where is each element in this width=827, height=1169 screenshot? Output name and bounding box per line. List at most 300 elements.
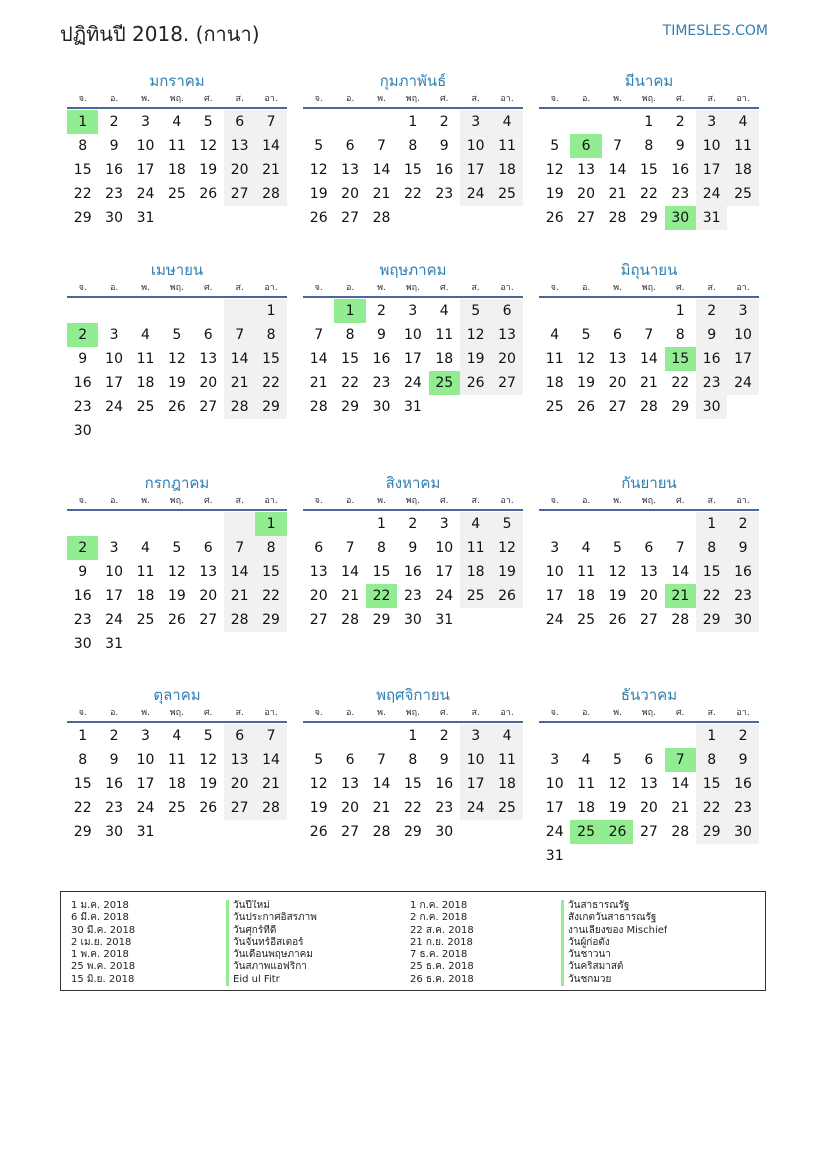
day-cell: 26	[460, 371, 491, 395]
day-cell: 22	[696, 584, 727, 608]
weekday-label: อ.	[345, 94, 355, 104]
day-cell: 14	[341, 564, 359, 580]
empty-cell	[161, 299, 192, 323]
weekday-label: จ.	[78, 94, 87, 104]
day-cell: 27	[341, 210, 359, 226]
day-cell: 28	[255, 182, 286, 206]
day-cell: 24	[435, 588, 454, 604]
day-cell: 23	[73, 399, 92, 415]
day-cell: 16	[696, 347, 727, 371]
empty-cell	[161, 820, 192, 844]
day-cell: 22	[255, 584, 286, 608]
empty-cell	[67, 512, 98, 536]
day-cell: 19	[309, 800, 328, 816]
weekday-header	[539, 495, 759, 511]
day-cell: 20	[577, 186, 595, 202]
day-cell: 12	[199, 752, 218, 768]
day-cell: 17	[136, 776, 155, 792]
weekday-label: ศ.	[203, 94, 213, 104]
empty-cell	[460, 820, 491, 844]
day-cell: 14	[372, 776, 391, 792]
day-cell: 11	[577, 564, 595, 580]
day-cell: 9	[439, 138, 449, 154]
empty-cell	[224, 419, 255, 443]
day-cell: 13	[341, 162, 359, 178]
day-cell: 22	[639, 186, 658, 202]
day-cell: 8	[345, 327, 355, 343]
day-cell: 24	[545, 612, 564, 628]
empty-cell	[633, 512, 664, 536]
day-cell: 16	[105, 162, 123, 178]
day-cell: 7	[665, 748, 696, 772]
empty-cell	[193, 419, 224, 443]
month-block	[67, 686, 287, 844]
day-cell: 23	[727, 796, 758, 820]
day-cell: 4	[172, 728, 182, 744]
day-cell: 29	[639, 210, 658, 226]
weekday-label: อา.	[264, 94, 278, 104]
day-cell: 1	[377, 516, 386, 532]
day-cell: 12	[460, 323, 491, 347]
day-cell: 15	[665, 347, 696, 371]
day-cell: 3	[141, 114, 150, 130]
day-cell: 16	[727, 772, 758, 796]
empty-cell	[224, 206, 255, 230]
empty-cell	[570, 512, 601, 536]
day-cell: 30	[403, 612, 422, 628]
empty-cell	[334, 724, 365, 748]
day-cell: 29	[73, 210, 92, 226]
day-cell: 9	[408, 540, 418, 556]
day-cell: 25	[727, 182, 758, 206]
weekday-label: อ.	[581, 708, 591, 718]
day-cell: 21	[671, 800, 690, 816]
weekday-label: พ.	[377, 283, 386, 293]
day-cell: 11	[460, 536, 491, 560]
weekday-label: พ.	[613, 94, 622, 104]
day-cell: 9	[78, 351, 88, 367]
day-cell: 27	[199, 612, 218, 628]
day-cell: 21	[255, 158, 286, 182]
day-cell: 13	[199, 564, 218, 580]
day-cell: 18	[460, 560, 491, 584]
day-cell: 4	[491, 724, 522, 748]
day-cell: 10	[403, 327, 422, 343]
day-cell: 2	[67, 536, 98, 560]
day-cell: 16	[727, 560, 758, 584]
day-cell: 15	[255, 560, 286, 584]
legend-date: 2 เม.ย. 2018	[71, 936, 132, 948]
legend-holiday-name: งานเลี้ยงของ Mischief	[561, 925, 667, 937]
day-cell: 15	[403, 162, 422, 178]
month-block	[67, 474, 287, 656]
day-cell: 3	[109, 540, 119, 556]
legend-holiday-name: Eid ul Fitr	[226, 974, 317, 986]
month-name: ธันวาคม	[620, 686, 678, 704]
day-cell: 2	[727, 512, 758, 536]
day-cell: 11	[727, 134, 758, 158]
day-cell: 24	[105, 612, 123, 628]
day-cell: 5	[203, 114, 213, 130]
day-cell: 6	[613, 327, 622, 343]
month-block	[67, 261, 287, 443]
day-cell: 17	[403, 351, 422, 367]
month-block	[67, 72, 287, 230]
day-cell: 10	[545, 776, 564, 792]
day-cell: 10	[105, 351, 123, 367]
day-cell: 13	[224, 748, 255, 772]
day-cell: 1	[78, 728, 88, 744]
legend-holiday-name: วันชกมวย	[561, 974, 667, 986]
day-cell: 16	[435, 776, 454, 792]
day-cell: 11	[491, 748, 522, 772]
day-cell: 3	[439, 516, 449, 532]
empty-cell	[255, 820, 286, 844]
legend-date: 25 พ.ค. 2018	[71, 961, 136, 973]
legend-holiday-name: วันประกาศอิสรภาพ	[226, 912, 317, 924]
day-cell: 8	[255, 536, 286, 560]
weekday-label: อ.	[345, 496, 355, 506]
day-cell: 20	[639, 800, 658, 816]
empty-cell	[602, 110, 633, 134]
weekday-header	[539, 93, 759, 109]
day-cell: 11	[136, 351, 155, 367]
day-cell: 16	[73, 588, 92, 604]
day-cell: 26	[491, 584, 522, 608]
legend-holiday-name: วันสาธารณรัฐ	[561, 900, 667, 912]
day-cell: 7	[224, 536, 255, 560]
day-cell: 20	[224, 772, 255, 796]
empty-cell	[334, 110, 365, 134]
day-cell: 15	[255, 347, 286, 371]
day-cell: 19	[167, 588, 186, 604]
day-cell: 7	[644, 327, 654, 343]
day-cell: 4	[172, 114, 182, 130]
day-cell: 24	[460, 796, 491, 820]
day-cell: 14	[255, 748, 286, 772]
legend-date: 1 พ.ค. 2018	[71, 949, 129, 961]
day-cell: 30	[73, 636, 92, 652]
month-name: พฤษภาคม	[379, 261, 447, 279]
weekday-label: ส.	[235, 283, 244, 293]
empty-cell	[255, 419, 286, 443]
day-cell: 13	[491, 323, 522, 347]
weekday-label: ศ.	[675, 496, 685, 506]
day-cell: 1	[675, 303, 685, 319]
weekday-header	[303, 93, 523, 109]
weekday-label: พ.	[141, 496, 150, 506]
day-cell: 25	[136, 399, 155, 415]
day-cell: 18	[136, 588, 155, 604]
empty-cell	[570, 110, 601, 134]
day-cell: 26	[309, 210, 328, 226]
day-cell: 29	[255, 395, 286, 419]
weekday-label: อ.	[581, 283, 591, 293]
empty-cell	[491, 206, 522, 230]
day-cell: 21	[372, 800, 391, 816]
empty-cell	[255, 632, 286, 656]
day-cell: 26	[577, 399, 595, 415]
day-cell: 30	[665, 206, 696, 230]
day-cell: 19	[545, 186, 564, 202]
day-cell: 7	[255, 724, 286, 748]
empty-cell	[727, 844, 758, 868]
weekday-header	[67, 495, 287, 511]
empty-cell	[98, 512, 129, 536]
weekday-label: ศ.	[203, 708, 213, 718]
month-block	[539, 474, 759, 632]
day-cell: 31	[545, 848, 564, 864]
day-cell: 18	[577, 588, 595, 604]
day-cell: 30	[105, 210, 123, 226]
day-cell: 23	[403, 588, 422, 604]
weekday-label: อ.	[345, 283, 355, 293]
day-cell: 8	[675, 327, 685, 343]
day-cell: 16	[435, 162, 454, 178]
day-cell: 28	[671, 612, 690, 628]
holiday-legend	[60, 891, 766, 991]
weekday-label: ศ.	[439, 94, 449, 104]
day-cell: 6	[345, 138, 355, 154]
weekday-label: พฤ.	[641, 708, 656, 718]
day-cell: 18	[545, 375, 564, 391]
day-cell: 13	[639, 776, 658, 792]
day-cell: 19	[199, 776, 218, 792]
day-cell: 18	[491, 158, 522, 182]
legend-right-dates	[410, 900, 474, 986]
month-name: เมษายน	[150, 261, 204, 279]
day-cell: 28	[671, 824, 690, 840]
empty-cell	[130, 632, 161, 656]
day-cell: 10	[545, 564, 564, 580]
day-grid	[539, 299, 759, 419]
day-cell: 12	[608, 776, 627, 792]
day-cell: 28	[309, 399, 328, 415]
weekday-label: พ.	[377, 708, 386, 718]
day-cell: 3	[141, 728, 150, 744]
day-cell: 26	[608, 612, 627, 628]
day-cell: 13	[608, 351, 627, 367]
day-cell: 31	[403, 399, 422, 415]
day-cell: 13	[199, 351, 218, 367]
day-cell: 25	[167, 186, 186, 202]
day-cell: 10	[696, 134, 727, 158]
weekday-label: จ.	[314, 496, 323, 506]
day-cell: 29	[696, 820, 727, 844]
day-cell: 8	[408, 752, 418, 768]
day-cell: 2	[67, 323, 98, 347]
day-cell: 21	[665, 584, 696, 608]
day-cell: 20	[199, 588, 218, 604]
day-cell: 23	[73, 612, 92, 628]
day-cell: 27	[608, 399, 627, 415]
weekday-label: ส.	[707, 283, 716, 293]
day-cell: 25	[491, 796, 522, 820]
empty-cell	[429, 395, 460, 419]
day-cell: 25	[136, 612, 155, 628]
weekday-label: พฤ.	[169, 94, 184, 104]
legend-holiday-name: วันคริสมาสต์	[561, 961, 667, 973]
day-cell: 8	[255, 323, 286, 347]
empty-cell	[602, 299, 633, 323]
day-cell: 26	[602, 820, 633, 844]
empty-cell	[130, 419, 161, 443]
day-cell: 22	[403, 186, 422, 202]
day-cell: 27	[199, 399, 218, 415]
day-cell: 2	[408, 516, 418, 532]
day-cell: 31	[435, 612, 454, 628]
day-cell: 28	[372, 210, 391, 226]
weekday-label: ส.	[707, 496, 716, 506]
day-cell: 14	[309, 351, 328, 367]
day-grid	[539, 512, 759, 632]
day-cell: 23	[435, 186, 454, 202]
empty-cell	[193, 512, 224, 536]
empty-cell	[130, 512, 161, 536]
weekday-label: จ.	[550, 496, 559, 506]
day-cell: 9	[78, 564, 88, 580]
day-cell: 15	[372, 564, 391, 580]
day-cell: 30	[73, 423, 92, 439]
empty-cell	[161, 632, 192, 656]
day-cell: 19	[460, 347, 491, 371]
weekday-label: จ.	[314, 94, 323, 104]
empty-cell	[460, 395, 491, 419]
day-cell: 22	[341, 375, 359, 391]
day-cell: 19	[577, 375, 595, 391]
day-cell: 17	[696, 158, 727, 182]
day-cell: 12	[167, 564, 186, 580]
weekday-label: พฤ.	[641, 94, 656, 104]
day-cell: 12	[309, 162, 328, 178]
day-cell: 23	[727, 584, 758, 608]
day-cell: 14	[671, 564, 690, 580]
day-cell: 9	[109, 752, 119, 768]
day-cell: 26	[167, 612, 186, 628]
day-cell: 5	[314, 138, 324, 154]
day-cell: 15	[341, 351, 359, 367]
weekday-label: จ.	[78, 283, 87, 293]
day-cell: 10	[105, 564, 123, 580]
day-cell: 10	[136, 138, 155, 154]
month-block	[539, 686, 759, 868]
day-cell: 27	[341, 824, 359, 840]
empty-cell	[491, 820, 522, 844]
empty-cell	[193, 820, 224, 844]
day-cell: 23	[105, 800, 123, 816]
legend-holiday-name: วันสภาพแอฟริกา	[226, 961, 317, 973]
weekday-label: อ.	[109, 708, 119, 718]
day-cell: 1	[408, 114, 418, 130]
weekday-label: พ.	[377, 94, 386, 104]
day-cell: 20	[341, 186, 359, 202]
legend-date: 7 ธ.ค. 2018	[410, 949, 468, 961]
empty-cell	[161, 206, 192, 230]
day-cell: 3	[460, 110, 491, 134]
month-block	[303, 261, 523, 419]
day-cell: 24	[545, 824, 564, 840]
empty-cell	[224, 512, 255, 536]
day-cell: 28	[224, 395, 255, 419]
legend-date: 1 ก.ค. 2018	[410, 900, 468, 911]
day-cell: 25	[167, 800, 186, 816]
day-cell: 4	[491, 110, 522, 134]
weekday-label: อา.	[264, 496, 278, 506]
day-cell: 27	[639, 612, 658, 628]
day-cell: 24	[136, 800, 155, 816]
weekday-label: ศ.	[439, 708, 449, 718]
day-cell: 7	[345, 540, 355, 556]
day-cell: 9	[377, 327, 386, 343]
day-cell: 16	[372, 351, 391, 367]
day-cell: 24	[105, 399, 123, 415]
day-cell: 19	[199, 162, 218, 178]
weekday-header	[303, 282, 523, 298]
legend-holiday-name: วันเดือนพฤษภาคม	[226, 949, 317, 961]
day-cell: 4	[550, 327, 560, 343]
day-cell: 8	[78, 752, 88, 768]
weekday-label: อา.	[500, 708, 514, 718]
day-cell: 2	[109, 114, 119, 130]
day-cell: 31	[136, 824, 155, 840]
empty-cell	[539, 512, 570, 536]
day-cell: 14	[671, 776, 690, 792]
weekday-label: พ.	[613, 283, 622, 293]
weekday-label: พฤ.	[405, 708, 420, 718]
weekday-label: จ.	[314, 708, 323, 718]
weekday-label: พ.	[141, 94, 150, 104]
empty-cell	[539, 724, 570, 748]
day-cell: 5	[550, 138, 560, 154]
day-cell: 7	[377, 752, 386, 768]
empty-cell	[696, 844, 727, 868]
weekday-label: จ.	[550, 708, 559, 718]
day-cell: 7	[613, 138, 622, 154]
day-cell: 28	[372, 824, 391, 840]
day-cell: 5	[491, 512, 522, 536]
day-cell: 20	[309, 588, 328, 604]
empty-cell	[303, 724, 334, 748]
weekday-label: พ.	[141, 283, 150, 293]
day-cell: 19	[167, 375, 186, 391]
weekday-label: อ.	[109, 496, 119, 506]
weekday-label: อ.	[109, 94, 119, 104]
day-cell: 7	[255, 110, 286, 134]
day-cell: 24	[136, 186, 155, 202]
day-cell: 13	[341, 776, 359, 792]
day-cell: 26	[199, 186, 218, 202]
day-cell: 11	[545, 351, 564, 367]
empty-cell	[491, 608, 522, 632]
day-cell: 21	[372, 186, 391, 202]
day-cell: 30	[372, 399, 391, 415]
day-cell: 29	[696, 608, 727, 632]
empty-cell	[602, 844, 633, 868]
weekday-label: อา.	[736, 708, 750, 718]
day-cell: 27	[309, 612, 328, 628]
month-name: มกราคม	[149, 72, 205, 90]
weekday-label: อ.	[581, 94, 591, 104]
day-cell: 1	[696, 512, 727, 536]
day-cell: 28	[341, 612, 359, 628]
empty-cell	[570, 724, 601, 748]
day-cell: 28	[255, 796, 286, 820]
day-cell: 5	[460, 299, 491, 323]
legend-left-names	[226, 900, 317, 986]
day-cell: 9	[696, 323, 727, 347]
site-link[interactable]: TIMESLES.COM	[662, 23, 768, 39]
day-cell: 8	[78, 138, 88, 154]
